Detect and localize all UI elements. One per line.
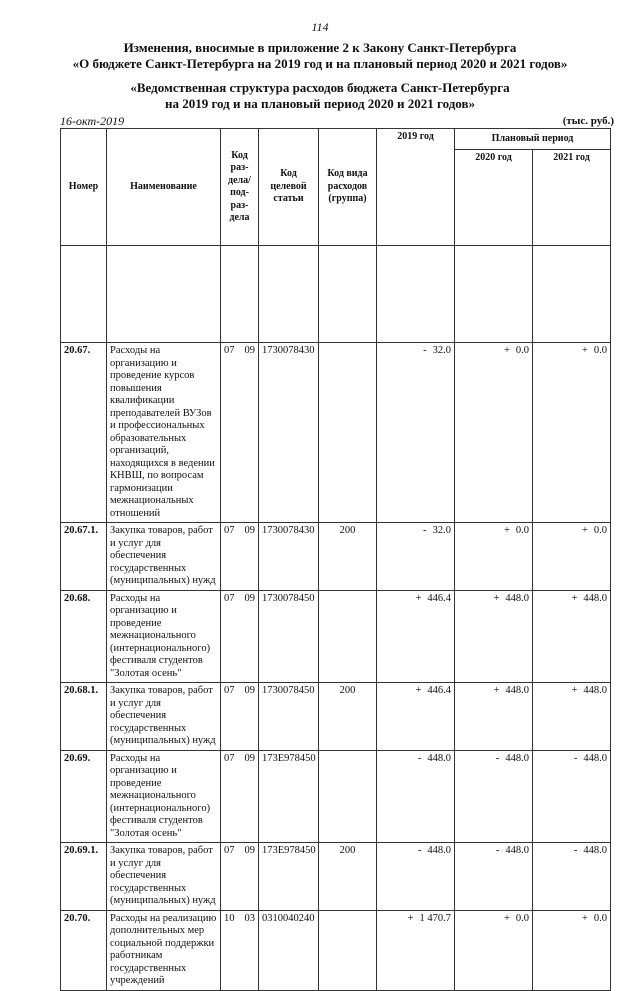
row-amount-2019	[377, 683, 455, 751]
row-name: Расходы на организацию и проведение межнационального (интернационального) фестиваля студентов "Золотая осень"	[107, 750, 221, 843]
title-line-2: «О бюджете Санкт-Петербурга на 2019 год и на плановый период 2020 и 2021 годов»	[72, 56, 568, 71]
amount-sign: -	[423, 345, 427, 356]
row-kind-code: 200	[319, 843, 377, 911]
row-target-code: 1730078450	[259, 683, 319, 751]
row-kind-code	[319, 910, 377, 990]
amount-sign: +	[407, 912, 414, 924]
row-section-code	[221, 843, 259, 911]
units-label: (тыс. руб.)	[562, 115, 614, 127]
amount-value: 448.0	[583, 752, 608, 764]
amount-sign: +	[581, 525, 588, 536]
col-2019: 2019 год	[377, 129, 455, 246]
spacer-cell	[259, 246, 319, 343]
spacer-cell	[107, 246, 221, 343]
row-kind-code	[319, 343, 377, 523]
row-target-code: 173E978450	[259, 843, 319, 911]
amount-sign: +	[571, 685, 578, 696]
row-section-code	[221, 343, 259, 523]
row-amount-2020	[455, 523, 533, 591]
row-name: Закупка товаров, работ и услуг для обеспечения государственных (муниципальных) нужд	[107, 523, 221, 591]
amount-value: 448.0	[427, 845, 451, 856]
col-section: Код раз-дела/ под-раз-дела	[221, 129, 259, 246]
row-section-code	[221, 910, 259, 990]
amount-value: 32.0	[432, 345, 451, 356]
title-line-4: на 2019 год и на плановый период 2020 и 2021 годов»	[164, 96, 475, 111]
amount-sign: -	[495, 752, 500, 764]
row-kind-code	[319, 750, 377, 843]
row-kind-code: 200	[319, 523, 377, 591]
title-line-1: Изменения, вносимые в приложение 2 к Закону Санкт-Петербурга	[123, 40, 517, 55]
title-line-3: «Ведомственная структура расходов бюджета Санкт-Петербурга	[130, 80, 510, 95]
table-row	[61, 523, 611, 591]
section-code-pair	[224, 753, 255, 766]
row-amount-2019	[377, 523, 455, 591]
amount-sign: +	[503, 912, 510, 924]
amount-value: 448.0	[583, 592, 608, 604]
table-header	[61, 129, 611, 246]
row-number: 20.69.1.	[61, 843, 107, 911]
page-number: 114	[311, 20, 329, 34]
row-number: 20.67.1.	[61, 523, 107, 591]
spacer-cell	[533, 246, 611, 343]
spacer-cell	[455, 246, 533, 343]
section-code: 07	[224, 525, 235, 536]
row-number: 20.70.	[61, 910, 107, 990]
table-row	[61, 343, 611, 523]
section-code: 07	[224, 752, 235, 764]
table-row	[61, 683, 611, 751]
amount-sign: +	[503, 345, 510, 356]
row-target-code: 173E978450	[259, 750, 319, 843]
spacer-cell	[319, 246, 377, 343]
amount-sign: +	[571, 592, 578, 604]
table-row	[61, 590, 611, 683]
row-amount-2019	[377, 750, 455, 843]
table-row	[61, 750, 611, 843]
amount-sign: -	[495, 845, 500, 856]
subsection-code: 09	[244, 685, 255, 696]
col-target: Код целевой статьи	[259, 129, 319, 246]
subsection-code: 09	[244, 845, 255, 856]
row-number: 20.68.	[61, 590, 107, 683]
row-name: Расходы на организацию и проведение курсов повышения квалификации преподавателей ВУЗов и профессиональных образовательных организаций, находящихся в ведении КНВШ, по вопросам гармонизации межнациональных отношений	[107, 343, 221, 523]
amount-sign: -	[573, 752, 578, 764]
subsection-code: 09	[244, 525, 255, 536]
row-amount-2021	[533, 750, 611, 843]
row-amount-2020	[455, 590, 533, 683]
section-code-pair	[224, 525, 255, 538]
appendix-title	[0, 80, 640, 112]
amount-value: 448.0	[583, 845, 608, 856]
row-amount-2019	[377, 843, 455, 911]
row-amount-2021	[533, 343, 611, 523]
section-code: 07	[224, 845, 235, 856]
row-section-code	[221, 523, 259, 591]
row-name: Закупка товаров, работ и услуг для обеспечения государственных (муниципальных) нужд	[107, 683, 221, 751]
row-amount-2020	[455, 910, 533, 990]
row-amount-2019	[377, 343, 455, 523]
document-title	[0, 40, 640, 72]
row-name: Расходы на реализацию дополнительных мер социальной поддержки работникам государственных учреждений	[107, 910, 221, 990]
spacer-cell	[221, 246, 259, 343]
row-amount-2019	[377, 590, 455, 683]
amount-value: 446.4	[427, 685, 451, 696]
section-code: 07	[224, 345, 235, 356]
amount-sign: -	[423, 525, 427, 536]
amount-sign: +	[415, 685, 422, 696]
amount-value: 448.0	[505, 592, 529, 604]
row-number: 20.68.1.	[61, 683, 107, 751]
amount-sign: +	[503, 525, 510, 536]
section-code: 07	[224, 592, 235, 604]
row-amount-2021	[533, 590, 611, 683]
amount-value: 448.0	[505, 845, 529, 856]
row-target-code: 1730078450	[259, 590, 319, 683]
row-section-code	[221, 590, 259, 683]
row-amount-2020	[455, 843, 533, 911]
amount-value: 448.0	[505, 685, 529, 696]
row-amount-2021	[533, 523, 611, 591]
row-section-code	[221, 750, 259, 843]
expenditure-table	[60, 128, 611, 991]
subsection-code: 09	[244, 345, 255, 356]
row-name: Закупка товаров, работ и услуг для обеспечения государственных (муниципальных) нужд	[107, 843, 221, 911]
row-amount-2021	[533, 910, 611, 990]
row-target-code: 0310040240	[259, 910, 319, 990]
col-kind: Код вида расходов (группа)	[319, 129, 377, 246]
amount-sign: +	[415, 592, 422, 604]
row-amount-2020	[455, 750, 533, 843]
amount-sign: +	[493, 592, 500, 604]
spacer-cell	[61, 246, 107, 343]
col-name: Наименование	[107, 129, 221, 246]
col-2020: 2020 год	[455, 150, 533, 246]
amount-value: 0.0	[515, 912, 529, 924]
col-number: Номер	[61, 129, 107, 246]
amount-value: 32.0	[432, 525, 451, 536]
subsection-code: 03	[244, 912, 255, 924]
amount-value: 448.0	[427, 752, 451, 764]
section-code: 10	[224, 912, 235, 924]
row-amount-2020	[455, 343, 533, 523]
amount-value: 1 470.7	[419, 912, 451, 924]
row-target-code: 1730078430	[259, 523, 319, 591]
row-amount-2021	[533, 683, 611, 751]
amount-sign: +	[581, 912, 588, 924]
table-row	[61, 843, 611, 911]
section-code-pair	[224, 345, 255, 358]
table-spacer-row	[61, 246, 611, 343]
row-target-code: 1730078430	[259, 343, 319, 523]
amount-value: 0.0	[593, 912, 608, 924]
table-body	[61, 246, 611, 991]
row-amount-2020	[455, 683, 533, 751]
section-code: 07	[224, 685, 235, 696]
spacer-cell	[377, 246, 455, 343]
section-code-pair	[224, 845, 255, 858]
col-planned-period: Плановый период	[455, 129, 611, 150]
row-amount-2019	[377, 910, 455, 990]
section-code-pair	[224, 685, 255, 698]
section-code-pair	[224, 913, 255, 926]
subsection-code: 09	[244, 592, 255, 604]
section-code-pair	[224, 593, 255, 606]
row-name: Расходы на организацию и проведение межнационального (интернационального) фестиваля студентов "Золотая осень"	[107, 590, 221, 683]
subsection-code: 09	[244, 752, 255, 764]
document-date: 16-окт-2019	[60, 114, 125, 128]
amount-sign: -	[417, 845, 422, 856]
table-row	[61, 910, 611, 990]
row-number: 20.69.	[61, 750, 107, 843]
amount-value: 0.0	[593, 525, 608, 536]
row-amount-2021	[533, 843, 611, 911]
amount-sign: -	[573, 845, 578, 856]
row-kind-code: 200	[319, 683, 377, 751]
amount-sign: +	[581, 345, 588, 356]
amount-sign: -	[417, 752, 422, 764]
amount-value: 0.0	[515, 525, 529, 536]
amount-value: 448.0	[505, 752, 529, 764]
amount-value: 0.0	[593, 345, 608, 356]
amount-value: 0.0	[515, 345, 529, 356]
row-section-code	[221, 683, 259, 751]
col-2021: 2021 год	[533, 150, 611, 246]
amount-sign: +	[493, 685, 500, 696]
row-kind-code	[319, 590, 377, 683]
amount-value: 446.4	[427, 592, 451, 604]
row-number: 20.67.	[61, 343, 107, 523]
amount-value: 448.0	[583, 685, 608, 696]
